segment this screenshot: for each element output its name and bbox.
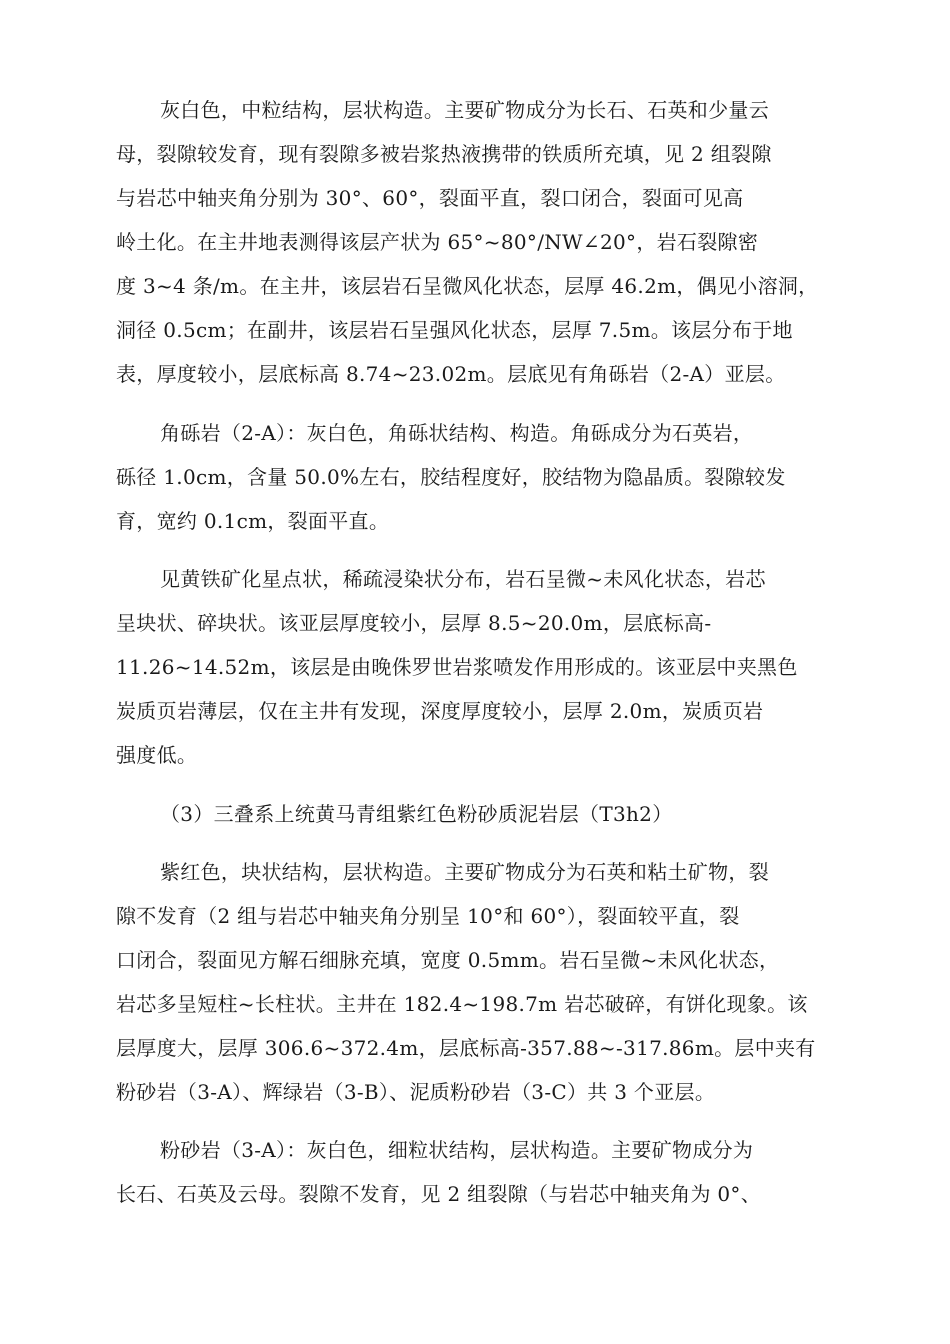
p4-line-5: 层厚度大，层厚 306.6~372.4m，层底标高-357.88~-317.86m。层中夹有 bbox=[116, 1036, 816, 1060]
p1-line-7: 表，厚度较小，层底标高 8.74~23.02m。层底见有角砾岩（2-A）亚层。 bbox=[116, 362, 786, 386]
p1-line-1: 灰白色，中粒结构，层状构造。主要矿物成分为长石、石英和少量云 bbox=[160, 98, 769, 122]
p3-line-1: 见黄铁矿化星点状，稀疏浸染状分布，岩石呈微~未风化状态，岩芯 bbox=[160, 567, 766, 591]
p4-line-3: 口闭合，裂面见方解石细脉充填，宽度 0.5mm。岩石呈微~未风化状态， bbox=[116, 948, 780, 972]
p5-line-2: 长石、石英及云母。裂隙不发育，见 2 组裂隙（与岩芯中轴夹角为 0°、 bbox=[116, 1182, 762, 1206]
p1-line-6: 洞径 0.5cm；在副井，该层岩石呈强风化状态，层厚 7.5m。该层分布于地 bbox=[116, 318, 793, 342]
p4-line-6: 粉砂岩（3-A）、辉绿岩（3-B）、泥质粉砂岩（3-C）共 3 个亚层。 bbox=[116, 1080, 716, 1104]
p1-line-3: 与岩芯中轴夹角分别为 30°、60°，裂面平直，裂口闭合，裂面可见高 bbox=[116, 186, 744, 210]
section-heading: （3）三叠系上统黄马青组紫红色粉砂质泥岩层（T3h2） bbox=[160, 802, 673, 826]
p1-line-4: 岭土化。在主井地表测得该层产状为 65°~80°/NW∠20°，岩石裂隙密 bbox=[116, 230, 759, 254]
p4-line-4: 岩芯多呈短柱~长柱状。主井在 182.4~198.7m 岩芯破碎，有饼化现象。该 bbox=[116, 992, 808, 1016]
p3-line-4: 炭质页岩薄层，仅在主井有发现，深度厚度较小，层厚 2.0m，炭质页岩 bbox=[116, 699, 764, 723]
p2-line-2: 砾径 1.0cm，含量 50.0%左右，胶结程度好，胶结物为隐晶质。裂隙较发 bbox=[116, 465, 786, 489]
p4-line-1: 紫红色，块状结构，层状构造。主要矿物成分为石英和粘土矿物，裂 bbox=[160, 860, 769, 884]
p3-line-5: 强度低。 bbox=[116, 743, 198, 767]
p5-line-1: 粉砂岩（3-A）：灰白色，细粒状结构，层状构造。主要矿物成分为 bbox=[160, 1138, 754, 1162]
p2-line-1: 角砾岩（2-A）：灰白色，角砾状结构、构造。角砾成分为石英岩， bbox=[160, 421, 754, 445]
p2-line-3: 育，宽约 0.1cm，裂面平直。 bbox=[116, 509, 390, 533]
p3-line-3: 11.26~14.52m，该层是由晚侏罗世岩浆喷发作用形成的。该亚层中夹黑色 bbox=[116, 655, 798, 679]
p4-line-2: 隙不发育（2 组与岩芯中轴夹角分别呈 10°和 60°），裂面较平直，裂 bbox=[116, 904, 740, 928]
p1-line-5: 度 3~4 条/m。在主井，该层岩石呈微风化状态，层厚 46.2m，偶见小溶洞， bbox=[116, 274, 819, 298]
p1-line-2: 母，裂隙较发育，现有裂隙多被岩浆热液携带的铁质所充填，见 2 组裂隙 bbox=[116, 142, 772, 166]
p3-line-2: 呈块状、碎块状。该亚层厚度较小，层厚 8.5~20.0m，层底标高- bbox=[116, 611, 712, 635]
